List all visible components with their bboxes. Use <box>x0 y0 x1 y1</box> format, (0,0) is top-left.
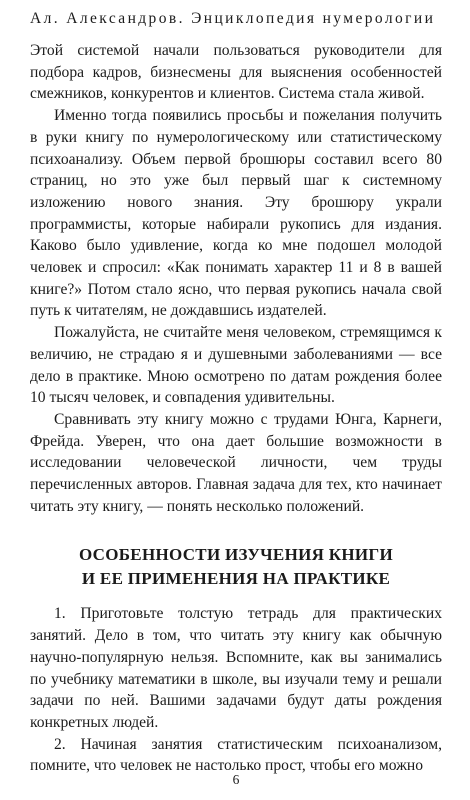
paragraph: 2. Начиная занятия статистическим психоанализом, помните, что человек не настолько прост, чтобы его можно <box>30 735 442 775</box>
section-heading-line: ОСОБЕННОСТИ ИЗУЧЕНИЯ КНИГИ <box>78 545 394 565</box>
text-block-after-heading <box>30 603 442 777</box>
section-heading-line: И ЕЕ ПРИМЕНЕНИЯ НА ПРАКТИКЕ <box>81 569 391 589</box>
paragraph: Именно тогда появились просьбы и пожелания получить в руки книгу по нумерологическому или статистическому психоанализу. Объем первой брошюры составил всего 80 страниц, но это уже был первый шаг к системному изложению нового знания. Эту брошюру украли программисты, которые набирали рукопись для издания. Каково было удивление, когда ко мне подошел молодой человек и спросил: «Как понимать характер 11 и 8 в вашей книге?» Потом стало ясно, что первая рукопись начала свой путь к читателям, не дождавшись издателей. <box>30 107 442 320</box>
paragraph: Этой системой начали пользоваться руководители для подбора кадров, бизнесмены для выяснения особенностей смежников, конкурентов и клиентов. Система стала живой. <box>30 42 442 103</box>
page-number: 6 <box>232 772 240 787</box>
text-block-before-heading <box>30 40 442 517</box>
paragraph: Сравнивать эту книгу можно с трудами Юнга, Карнеги, Фрейда. Уверен, что она дает большие возможности в исследовании человеческой личности, чем труды перечисленных авторов. Главная задача для тех, кто начинает читать эту книгу, — понять несколько положений. <box>30 410 442 515</box>
running-header: Ал. Александров. Энциклопедия нумерологии <box>30 10 436 27</box>
paragraph: Пожалуйста, не считайте меня человеком, стремящимся к величию, не страдаю я и душевными заболеваниями — все дело в практике. Мною осмотрено по датам рождения более 10 тысяч человек, и совпадения удивительны. <box>30 324 442 407</box>
section-heading <box>30 543 442 591</box>
paragraph: 1. Приготовьте толстую тетрадь для практических занятий. Дело в том, что читать эту книгу как обычную научно-популярную нельзя. Вспомните, как вы занимались по учебнику математики в школе, вы изучали тему и решали задачи по ней. Вашими задачами будут даты рождения конкретных людей. <box>30 605 442 731</box>
book-page <box>30 8 442 792</box>
